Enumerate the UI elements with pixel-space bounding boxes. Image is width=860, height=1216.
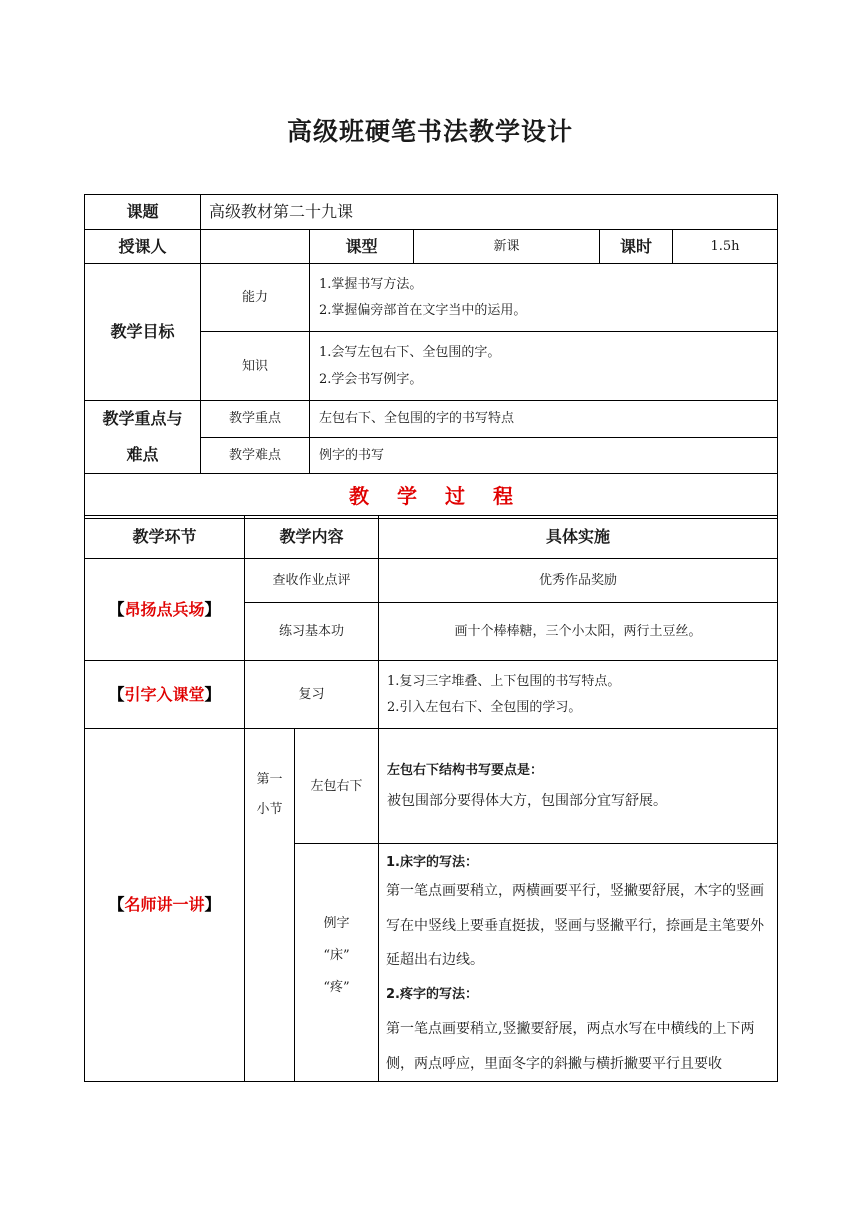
- stage2-item: 2.引入左包右下、全包围的学习。: [387, 700, 582, 715]
- key-points-label: [85, 401, 201, 474]
- stage2-label: 【引字入课堂】: [85, 661, 245, 729]
- ability-list: [310, 264, 778, 332]
- stage1-content: 练习基本功: [245, 603, 379, 661]
- stage1-label: 【昂扬点兵场】: [85, 559, 245, 661]
- stage1-implementation: 优秀作品奖励: [379, 559, 778, 603]
- difficulty-value: 例字的书写: [310, 437, 778, 474]
- header-content: 教学内容: [245, 516, 379, 559]
- section-label: [245, 729, 295, 1082]
- banner-char: 学: [397, 484, 418, 508]
- page-title: 高级班硬笔书法教学设计: [286, 117, 573, 146]
- sub1-heading: 左包右下结构书写要点是：: [387, 763, 544, 778]
- sub1-text: 被包围部分要得体大方，包围部分宜写舒展。: [387, 793, 668, 809]
- section-label-line1: 第一: [256, 772, 283, 787]
- goals-label: 教学目标: [85, 264, 201, 401]
- stage1-implementation: 画十个棒棒糖，三个小太阳，两行土豆丝。: [379, 603, 778, 661]
- knowledge-list: [310, 332, 778, 401]
- knowledge-label: 知识: [201, 332, 310, 401]
- knowledge-item: 2.学会书写例字。: [319, 371, 423, 387]
- stage2-label-text: 引字入课堂: [124, 684, 205, 704]
- focus-value: 左包右下、全包围的字的书写特点: [310, 401, 778, 438]
- type-value: 新课: [414, 230, 600, 264]
- ability-item: 1.掌握书写方法。: [319, 276, 423, 292]
- topic-label: 课题: [85, 195, 201, 230]
- header-stage: 教学环节: [85, 516, 245, 559]
- stage2-implementation: [379, 661, 778, 729]
- stage2-content: 复习: [245, 661, 379, 729]
- sub1-label: 左包右下: [295, 729, 379, 844]
- stage3-label: 【名师讲一讲】: [85, 729, 245, 1082]
- banner-char: 程: [493, 484, 514, 508]
- topic-value: 高级教材第二十九课: [201, 195, 778, 230]
- sub2-heading-2: 2.疼字的写法：: [386, 986, 478, 1002]
- stage2-item: 1.复习三字堆叠、上下包围的书写特点。: [387, 673, 621, 689]
- hours-label: 课时: [600, 230, 673, 264]
- sub2-paragraph-2: 第一笔点画要稍立,竖撇要舒展，两点水写在中横线的上下两侧，两点呼应，里面冬字的斜撇与横折撇要平行且要收: [386, 1021, 755, 1072]
- key-points-label-line2: 难点: [126, 445, 159, 464]
- ability-item: 2.掌握偏旁部首在文字当中的运用。: [319, 303, 527, 318]
- process-table: [84, 515, 777, 1082]
- lesson-info-table: [84, 194, 777, 519]
- sub2-heading-1: 1.床字的写法：: [386, 855, 478, 870]
- knowledge-item: 1.会写左包右下、全包围的字。: [319, 345, 501, 360]
- stage3-label-text: 名师讲一讲: [124, 895, 205, 914]
- sub2-implementation: [379, 844, 778, 1082]
- section-label-line2: 小节: [256, 802, 283, 817]
- teacher-value: [201, 230, 310, 264]
- sub2-paragraph-1: 第一笔点画要稍立，两横画要平行，竖撇要舒展，木字的竖画写在中竖线上要垂直挺拔，竖画与竖撇平行，捺画是主笔要外延超出右边线。: [386, 883, 765, 968]
- hours-value: 1.5h: [673, 230, 778, 264]
- sub2-label-line: “床”: [323, 948, 350, 963]
- banner-char: 教: [349, 484, 370, 508]
- difficulty-label: 教学难点: [201, 437, 310, 474]
- teacher-label: 授课人: [85, 230, 201, 264]
- type-label: 课型: [310, 230, 414, 264]
- banner-char: 过: [445, 484, 466, 508]
- sub1-implementation: [379, 729, 778, 844]
- focus-label: 教学重点: [201, 401, 310, 438]
- sub2-label-line: “疼”: [323, 980, 350, 995]
- key-points-label-line1: 教学重点与: [102, 409, 183, 428]
- ability-label: 能力: [201, 264, 310, 332]
- header-implementation: 具体实施: [379, 516, 778, 559]
- stage1-label-text: 昂扬点兵场: [124, 599, 205, 619]
- process-banner: [85, 474, 778, 519]
- sub2-label-line: 例字: [323, 916, 350, 931]
- stage1-content: 查收作业点评: [245, 559, 379, 603]
- sub2-label: [295, 844, 379, 1082]
